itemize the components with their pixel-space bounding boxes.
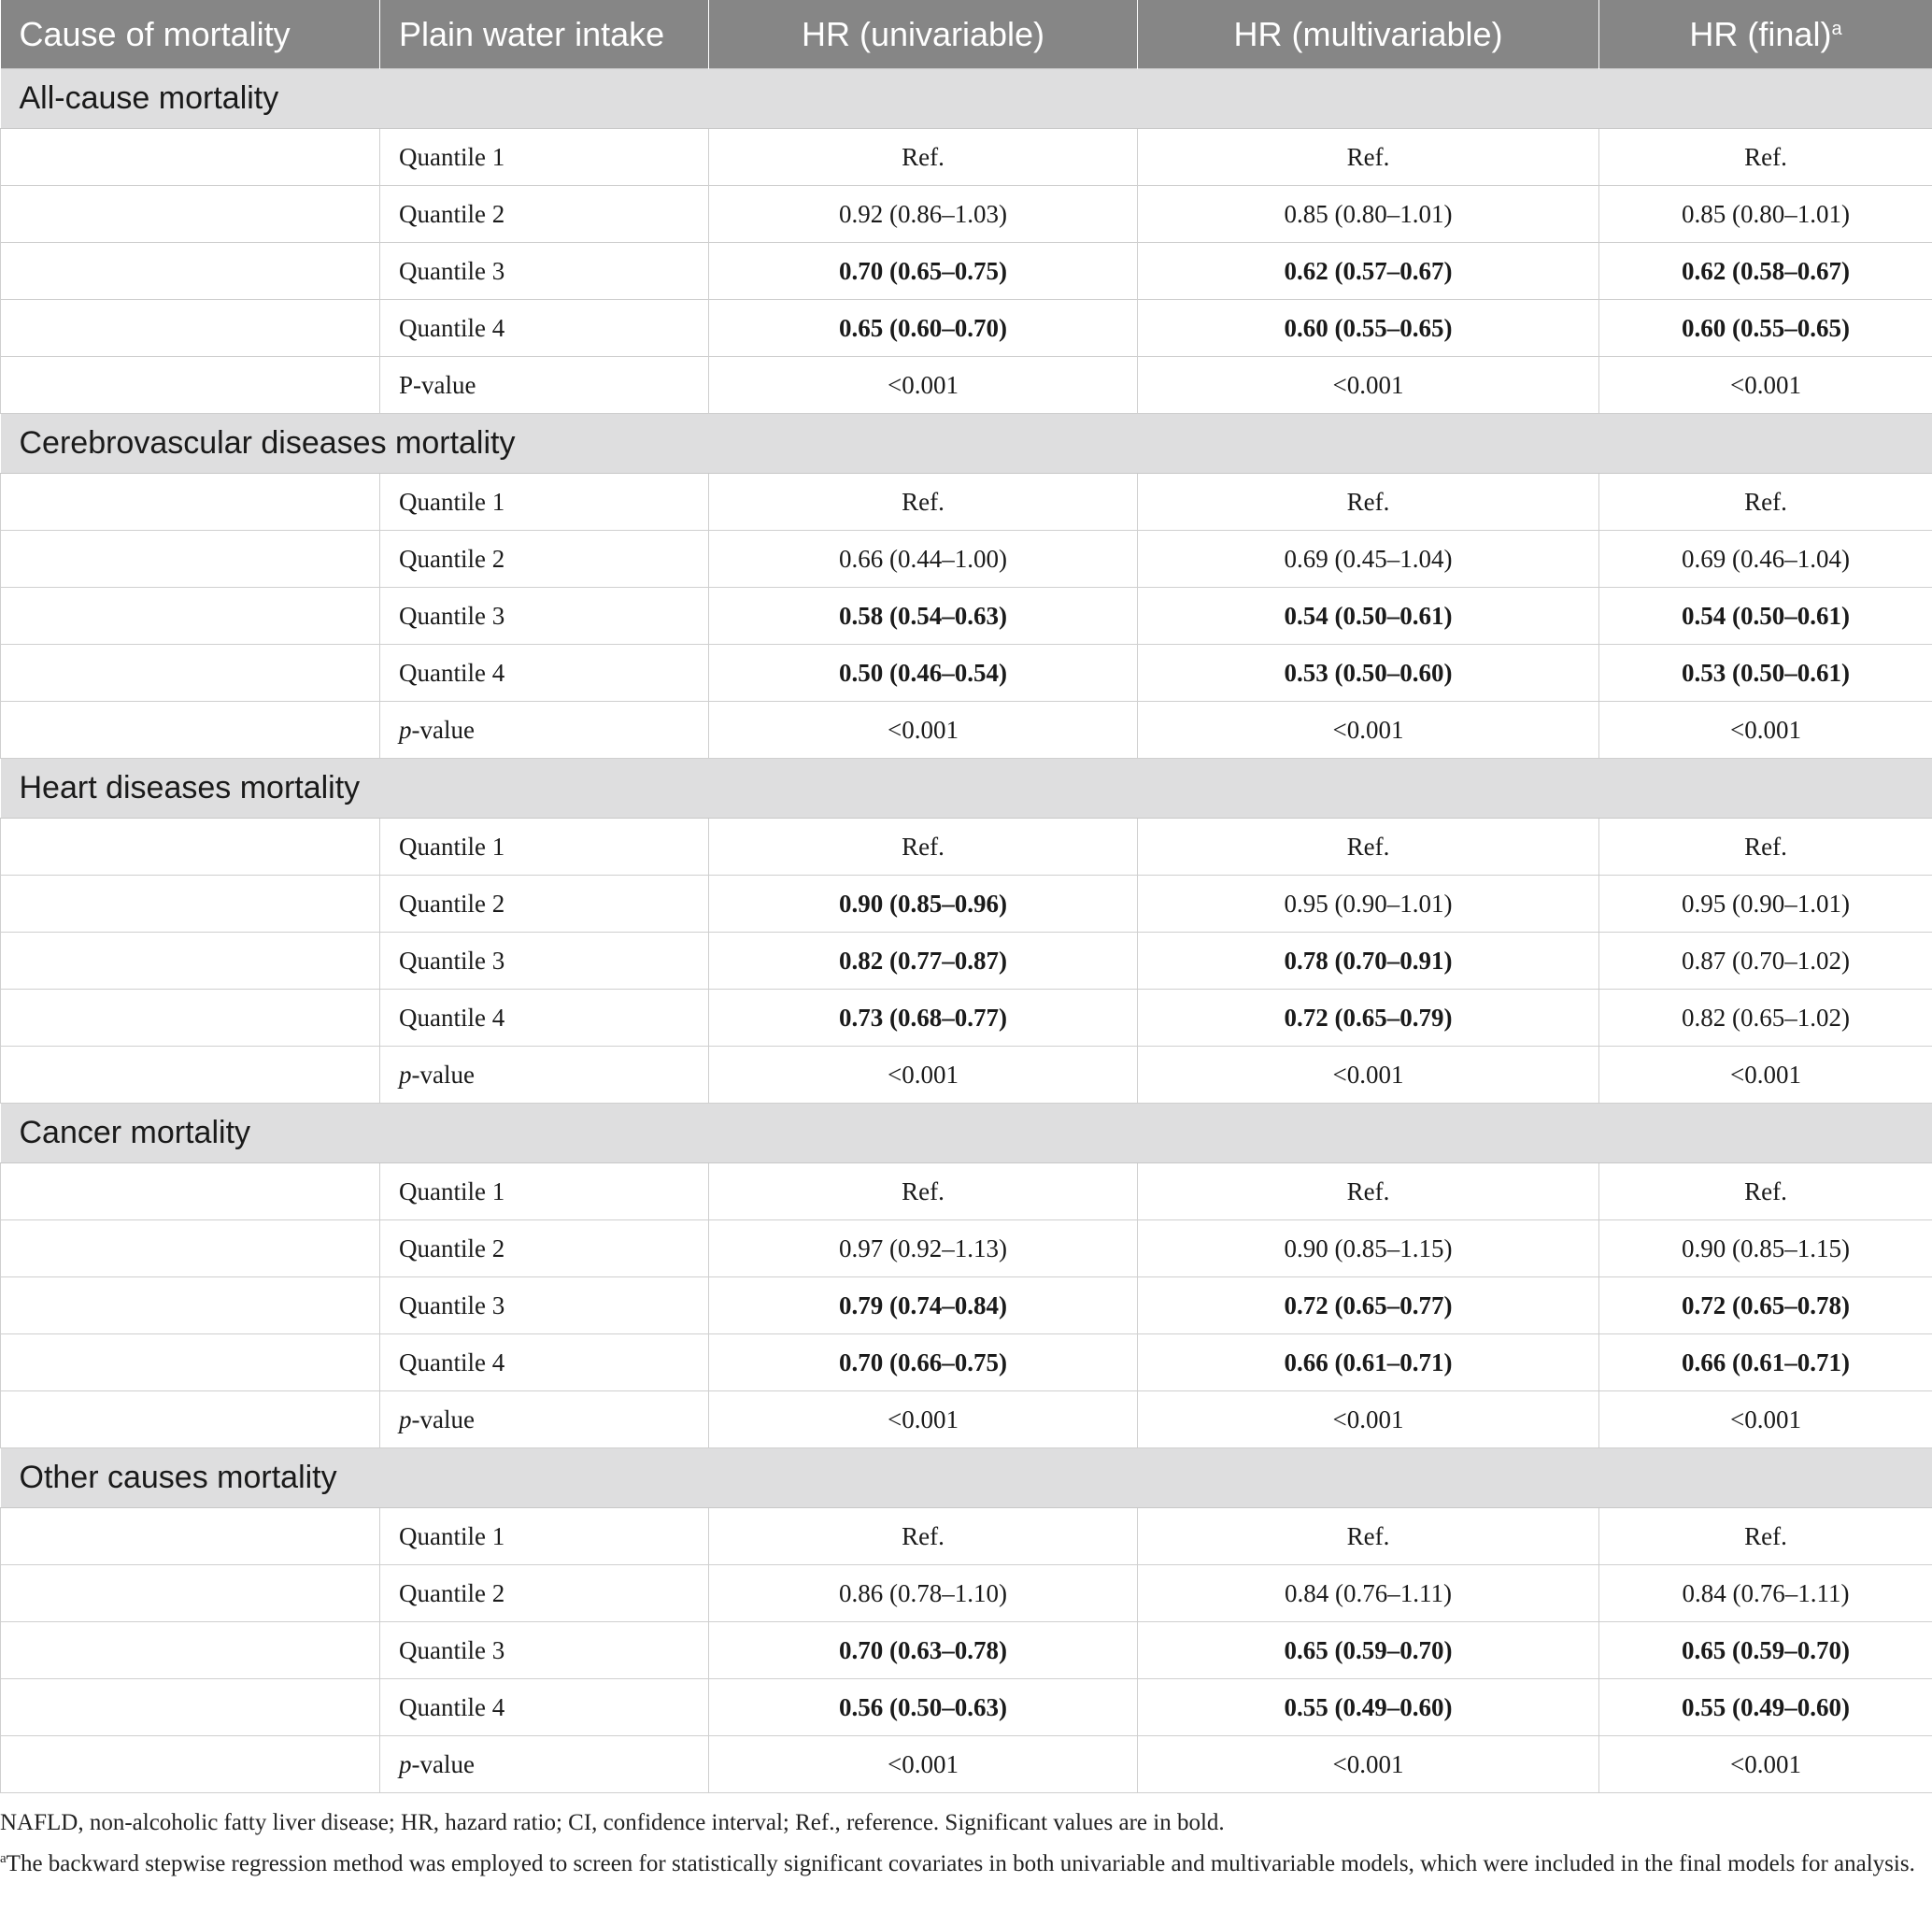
table-row xyxy=(1,1220,1932,1277)
section-title: Cancer mortality xyxy=(1,1104,1932,1163)
intake-label-cell xyxy=(380,1736,709,1793)
intake-label-cell: P-value xyxy=(380,357,709,414)
header-hr-final-footnote-marker: a xyxy=(1831,18,1842,39)
hr-final-cell: <0.001 xyxy=(1599,1391,1932,1448)
section-title: Cerebrovascular diseases mortality xyxy=(1,414,1932,474)
empty-cause-cell xyxy=(1,474,380,531)
p-italic: p xyxy=(399,1749,412,1778)
empty-cause-cell xyxy=(1,876,380,933)
hr-uni-cell: Ref. xyxy=(709,819,1138,876)
intake-label-cell: Quantile 2 xyxy=(380,1565,709,1622)
table-row xyxy=(1,1679,1932,1736)
table-body xyxy=(1,69,1932,1793)
hr-uni-cell: 0.86 (0.78–1.10) xyxy=(709,1565,1138,1622)
hr-final-cell: Ref. xyxy=(1599,819,1932,876)
header-intake: Plain water intake xyxy=(380,0,709,69)
header-hr-final-label: HR (final) xyxy=(1689,14,1832,53)
hr-final-cell: <0.001 xyxy=(1599,702,1932,759)
hr-uni-cell: 0.73 (0.68–0.77) xyxy=(709,990,1138,1047)
hr-uni-cell: <0.001 xyxy=(709,357,1138,414)
footnote-note-marker: a xyxy=(0,1851,7,1866)
hr-multi-cell: <0.001 xyxy=(1138,1047,1599,1104)
hr-multi-cell: 0.84 (0.76–1.11) xyxy=(1138,1565,1599,1622)
empty-cause-cell xyxy=(1,186,380,243)
hr-multi-cell: 0.55 (0.49–0.60) xyxy=(1138,1679,1599,1736)
hr-final-cell: 0.90 (0.85–1.15) xyxy=(1599,1220,1932,1277)
section-header-row xyxy=(1,414,1932,474)
hr-multi-cell: Ref. xyxy=(1138,474,1599,531)
hr-uni-cell: 0.58 (0.54–0.63) xyxy=(709,588,1138,645)
section-header-row xyxy=(1,1448,1932,1508)
p-label-rest: -value xyxy=(411,715,475,744)
p-label-rest: -value xyxy=(411,1060,475,1089)
intake-label-cell: Quantile 4 xyxy=(380,1334,709,1391)
empty-cause-cell xyxy=(1,1736,380,1793)
hr-uni-cell: 0.56 (0.50–0.63) xyxy=(709,1679,1138,1736)
intake-label-cell: Quantile 3 xyxy=(380,243,709,300)
hr-multi-cell: 0.95 (0.90–1.01) xyxy=(1138,876,1599,933)
hr-multi-cell: <0.001 xyxy=(1138,357,1599,414)
empty-cause-cell xyxy=(1,588,380,645)
section-header-row xyxy=(1,1104,1932,1163)
intake-label-cell: Quantile 1 xyxy=(380,1508,709,1565)
table-row xyxy=(1,1163,1932,1220)
empty-cause-cell xyxy=(1,243,380,300)
hr-multi-cell: 0.90 (0.85–1.15) xyxy=(1138,1220,1599,1277)
table-row xyxy=(1,531,1932,588)
intake-label-cell: Quantile 3 xyxy=(380,1622,709,1679)
table-row xyxy=(1,1391,1932,1448)
table-row xyxy=(1,1334,1932,1391)
intake-label-cell: Quantile 2 xyxy=(380,876,709,933)
hr-final-cell: 0.82 (0.65–1.02) xyxy=(1599,990,1932,1047)
hr-final-cell: 0.62 (0.58–0.67) xyxy=(1599,243,1932,300)
table-row xyxy=(1,702,1932,759)
hr-final-cell: <0.001 xyxy=(1599,1736,1932,1793)
intake-label-cell: Quantile 2 xyxy=(380,1220,709,1277)
hr-uni-cell: 0.66 (0.44–1.00) xyxy=(709,531,1138,588)
hr-final-cell: Ref. xyxy=(1599,1163,1932,1220)
empty-cause-cell xyxy=(1,357,380,414)
hr-multi-cell: 0.65 (0.59–0.70) xyxy=(1138,1622,1599,1679)
table-row xyxy=(1,588,1932,645)
table-footnotes xyxy=(0,1805,1925,1882)
p-label-rest: -value xyxy=(411,1749,475,1778)
hr-multi-cell: 0.53 (0.50–0.60) xyxy=(1138,645,1599,702)
hr-uni-cell: <0.001 xyxy=(709,1736,1138,1793)
table-row xyxy=(1,1047,1932,1104)
hr-final-cell: Ref. xyxy=(1599,129,1932,186)
empty-cause-cell xyxy=(1,1565,380,1622)
hr-uni-cell: Ref. xyxy=(709,1508,1138,1565)
table-row xyxy=(1,129,1932,186)
hr-uni-cell: Ref. xyxy=(709,1163,1138,1220)
intake-label-cell: Quantile 3 xyxy=(380,933,709,990)
empty-cause-cell xyxy=(1,1163,380,1220)
hr-multi-cell: 0.62 (0.57–0.67) xyxy=(1138,243,1599,300)
empty-cause-cell xyxy=(1,990,380,1047)
empty-cause-cell xyxy=(1,1047,380,1104)
hr-multi-cell: Ref. xyxy=(1138,819,1599,876)
hr-uni-cell: 0.70 (0.65–0.75) xyxy=(709,243,1138,300)
table-row xyxy=(1,645,1932,702)
hr-uni-cell: <0.001 xyxy=(709,1047,1138,1104)
hr-uni-cell: 0.65 (0.60–0.70) xyxy=(709,300,1138,357)
p-italic: p xyxy=(399,1060,412,1089)
empty-cause-cell xyxy=(1,129,380,186)
section-title: Other causes mortality xyxy=(1,1448,1932,1508)
hr-final-cell: 0.60 (0.55–0.65) xyxy=(1599,300,1932,357)
hr-multi-cell: 0.72 (0.65–0.79) xyxy=(1138,990,1599,1047)
hr-multi-cell: Ref. xyxy=(1138,1163,1599,1220)
hr-final-cell: 0.85 (0.80–1.01) xyxy=(1599,186,1932,243)
hr-multi-cell: <0.001 xyxy=(1138,1391,1599,1448)
hr-multi-cell: 0.72 (0.65–0.77) xyxy=(1138,1277,1599,1334)
hr-final-cell: <0.001 xyxy=(1599,1047,1932,1104)
intake-label-cell: Quantile 4 xyxy=(380,645,709,702)
intake-label-cell: Quantile 4 xyxy=(380,1679,709,1736)
intake-label-cell xyxy=(380,1391,709,1448)
section-header-row xyxy=(1,759,1932,819)
empty-cause-cell xyxy=(1,531,380,588)
hr-uni-cell: 0.70 (0.66–0.75) xyxy=(709,1334,1138,1391)
hr-multi-cell: 0.78 (0.70–0.91) xyxy=(1138,933,1599,990)
hr-multi-cell: Ref. xyxy=(1138,129,1599,186)
table-row xyxy=(1,1622,1932,1679)
hr-multi-cell: <0.001 xyxy=(1138,702,1599,759)
intake-label-cell: Quantile 3 xyxy=(380,588,709,645)
empty-cause-cell xyxy=(1,819,380,876)
table-row xyxy=(1,1277,1932,1334)
table-row xyxy=(1,300,1932,357)
empty-cause-cell xyxy=(1,1334,380,1391)
hr-multi-cell: 0.66 (0.61–0.71) xyxy=(1138,1334,1599,1391)
hr-uni-cell: Ref. xyxy=(709,129,1138,186)
intake-label-cell: Quantile 1 xyxy=(380,474,709,531)
hr-uni-cell: 0.90 (0.85–0.96) xyxy=(709,876,1138,933)
hr-uni-cell: 0.92 (0.86–1.03) xyxy=(709,186,1138,243)
hr-final-cell: 0.84 (0.76–1.11) xyxy=(1599,1565,1932,1622)
hr-multi-cell: 0.69 (0.45–1.04) xyxy=(1138,531,1599,588)
table-row xyxy=(1,357,1932,414)
hr-final-cell: 0.87 (0.70–1.02) xyxy=(1599,933,1932,990)
hr-final-cell: 0.95 (0.90–1.01) xyxy=(1599,876,1932,933)
table-row xyxy=(1,1508,1932,1565)
empty-cause-cell xyxy=(1,1679,380,1736)
hr-final-cell: 0.69 (0.46–1.04) xyxy=(1599,531,1932,588)
footnote-note-text: The backward stepwise regression method was employed to screen for statistically significant covariates in both univariable and multivariable models, which were included in the final models for analysis. xyxy=(6,1851,1915,1876)
empty-cause-cell xyxy=(1,702,380,759)
hr-final-cell: Ref. xyxy=(1599,1508,1932,1565)
hr-final-cell: 0.55 (0.49–0.60) xyxy=(1599,1679,1932,1736)
empty-cause-cell xyxy=(1,645,380,702)
intake-label-cell: Quantile 2 xyxy=(380,531,709,588)
p-label-rest: -value xyxy=(411,1405,475,1433)
empty-cause-cell xyxy=(1,1220,380,1277)
empty-cause-cell xyxy=(1,1508,380,1565)
table-row xyxy=(1,186,1932,243)
empty-cause-cell xyxy=(1,1622,380,1679)
intake-label-cell: Quantile 4 xyxy=(380,990,709,1047)
empty-cause-cell xyxy=(1,1391,380,1448)
table-row xyxy=(1,1565,1932,1622)
table-row xyxy=(1,990,1932,1047)
header-hr-final xyxy=(1599,0,1932,69)
section-title: Heart diseases mortality xyxy=(1,759,1932,819)
hr-multi-cell: 0.54 (0.50–0.61) xyxy=(1138,588,1599,645)
header-hr-univariable: HR (univariable) xyxy=(709,0,1138,69)
hr-final-cell: 0.72 (0.65–0.78) xyxy=(1599,1277,1932,1334)
hr-final-cell: 0.65 (0.59–0.70) xyxy=(1599,1622,1932,1679)
table-row xyxy=(1,876,1932,933)
intake-label-cell xyxy=(380,702,709,759)
intake-label-cell: Quantile 4 xyxy=(380,300,709,357)
intake-label-cell xyxy=(380,1047,709,1104)
header-hr-multivariable: HR (multivariable) xyxy=(1138,0,1599,69)
section-title: All-cause mortality xyxy=(1,69,1932,129)
header-cause: Cause of mortality xyxy=(1,0,380,69)
empty-cause-cell xyxy=(1,300,380,357)
empty-cause-cell xyxy=(1,933,380,990)
hr-uni-cell: 0.50 (0.46–0.54) xyxy=(709,645,1138,702)
intake-label-cell: Quantile 3 xyxy=(380,1277,709,1334)
section-header-row xyxy=(1,69,1932,129)
hr-multi-cell: Ref. xyxy=(1138,1508,1599,1565)
p-italic: p xyxy=(399,715,412,744)
intake-label-cell: Quantile 1 xyxy=(380,129,709,186)
hr-uni-cell: 0.79 (0.74–0.84) xyxy=(709,1277,1138,1334)
footnote-abbreviations: NAFLD, non-alcoholic fatty liver disease; HR, hazard ratio; CI, confidence interval; Ref., reference. Significant values are in bold. xyxy=(0,1810,1225,1835)
p-italic: p xyxy=(399,1405,412,1433)
empty-cause-cell xyxy=(1,1277,380,1334)
hr-final-cell: <0.001 xyxy=(1599,357,1932,414)
hr-uni-cell: <0.001 xyxy=(709,702,1138,759)
intake-label-cell: Quantile 1 xyxy=(380,1163,709,1220)
hr-final-cell: 0.53 (0.50–0.61) xyxy=(1599,645,1932,702)
footnote-note xyxy=(0,1841,1925,1882)
table-row xyxy=(1,474,1932,531)
table-row xyxy=(1,933,1932,990)
hr-uni-cell: Ref. xyxy=(709,474,1138,531)
hr-uni-cell: 0.82 (0.77–0.87) xyxy=(709,933,1138,990)
hr-multi-cell: <0.001 xyxy=(1138,1736,1599,1793)
intake-label-cell: Quantile 1 xyxy=(380,819,709,876)
table-row xyxy=(1,1736,1932,1793)
intake-label-cell: Quantile 2 xyxy=(380,186,709,243)
hr-final-cell: Ref. xyxy=(1599,474,1932,531)
hr-uni-cell: <0.001 xyxy=(709,1391,1138,1448)
hr-final-cell: 0.66 (0.61–0.71) xyxy=(1599,1334,1932,1391)
hr-final-cell: 0.54 (0.50–0.61) xyxy=(1599,588,1932,645)
table-header-row xyxy=(1,0,1932,69)
hr-uni-cell: 0.70 (0.63–0.78) xyxy=(709,1622,1138,1679)
table-row xyxy=(1,819,1932,876)
hr-multi-cell: 0.60 (0.55–0.65) xyxy=(1138,300,1599,357)
table-row xyxy=(1,243,1932,300)
hr-uni-cell: 0.97 (0.92–1.13) xyxy=(709,1220,1138,1277)
hr-multi-cell: 0.85 (0.80–1.01) xyxy=(1138,186,1599,243)
